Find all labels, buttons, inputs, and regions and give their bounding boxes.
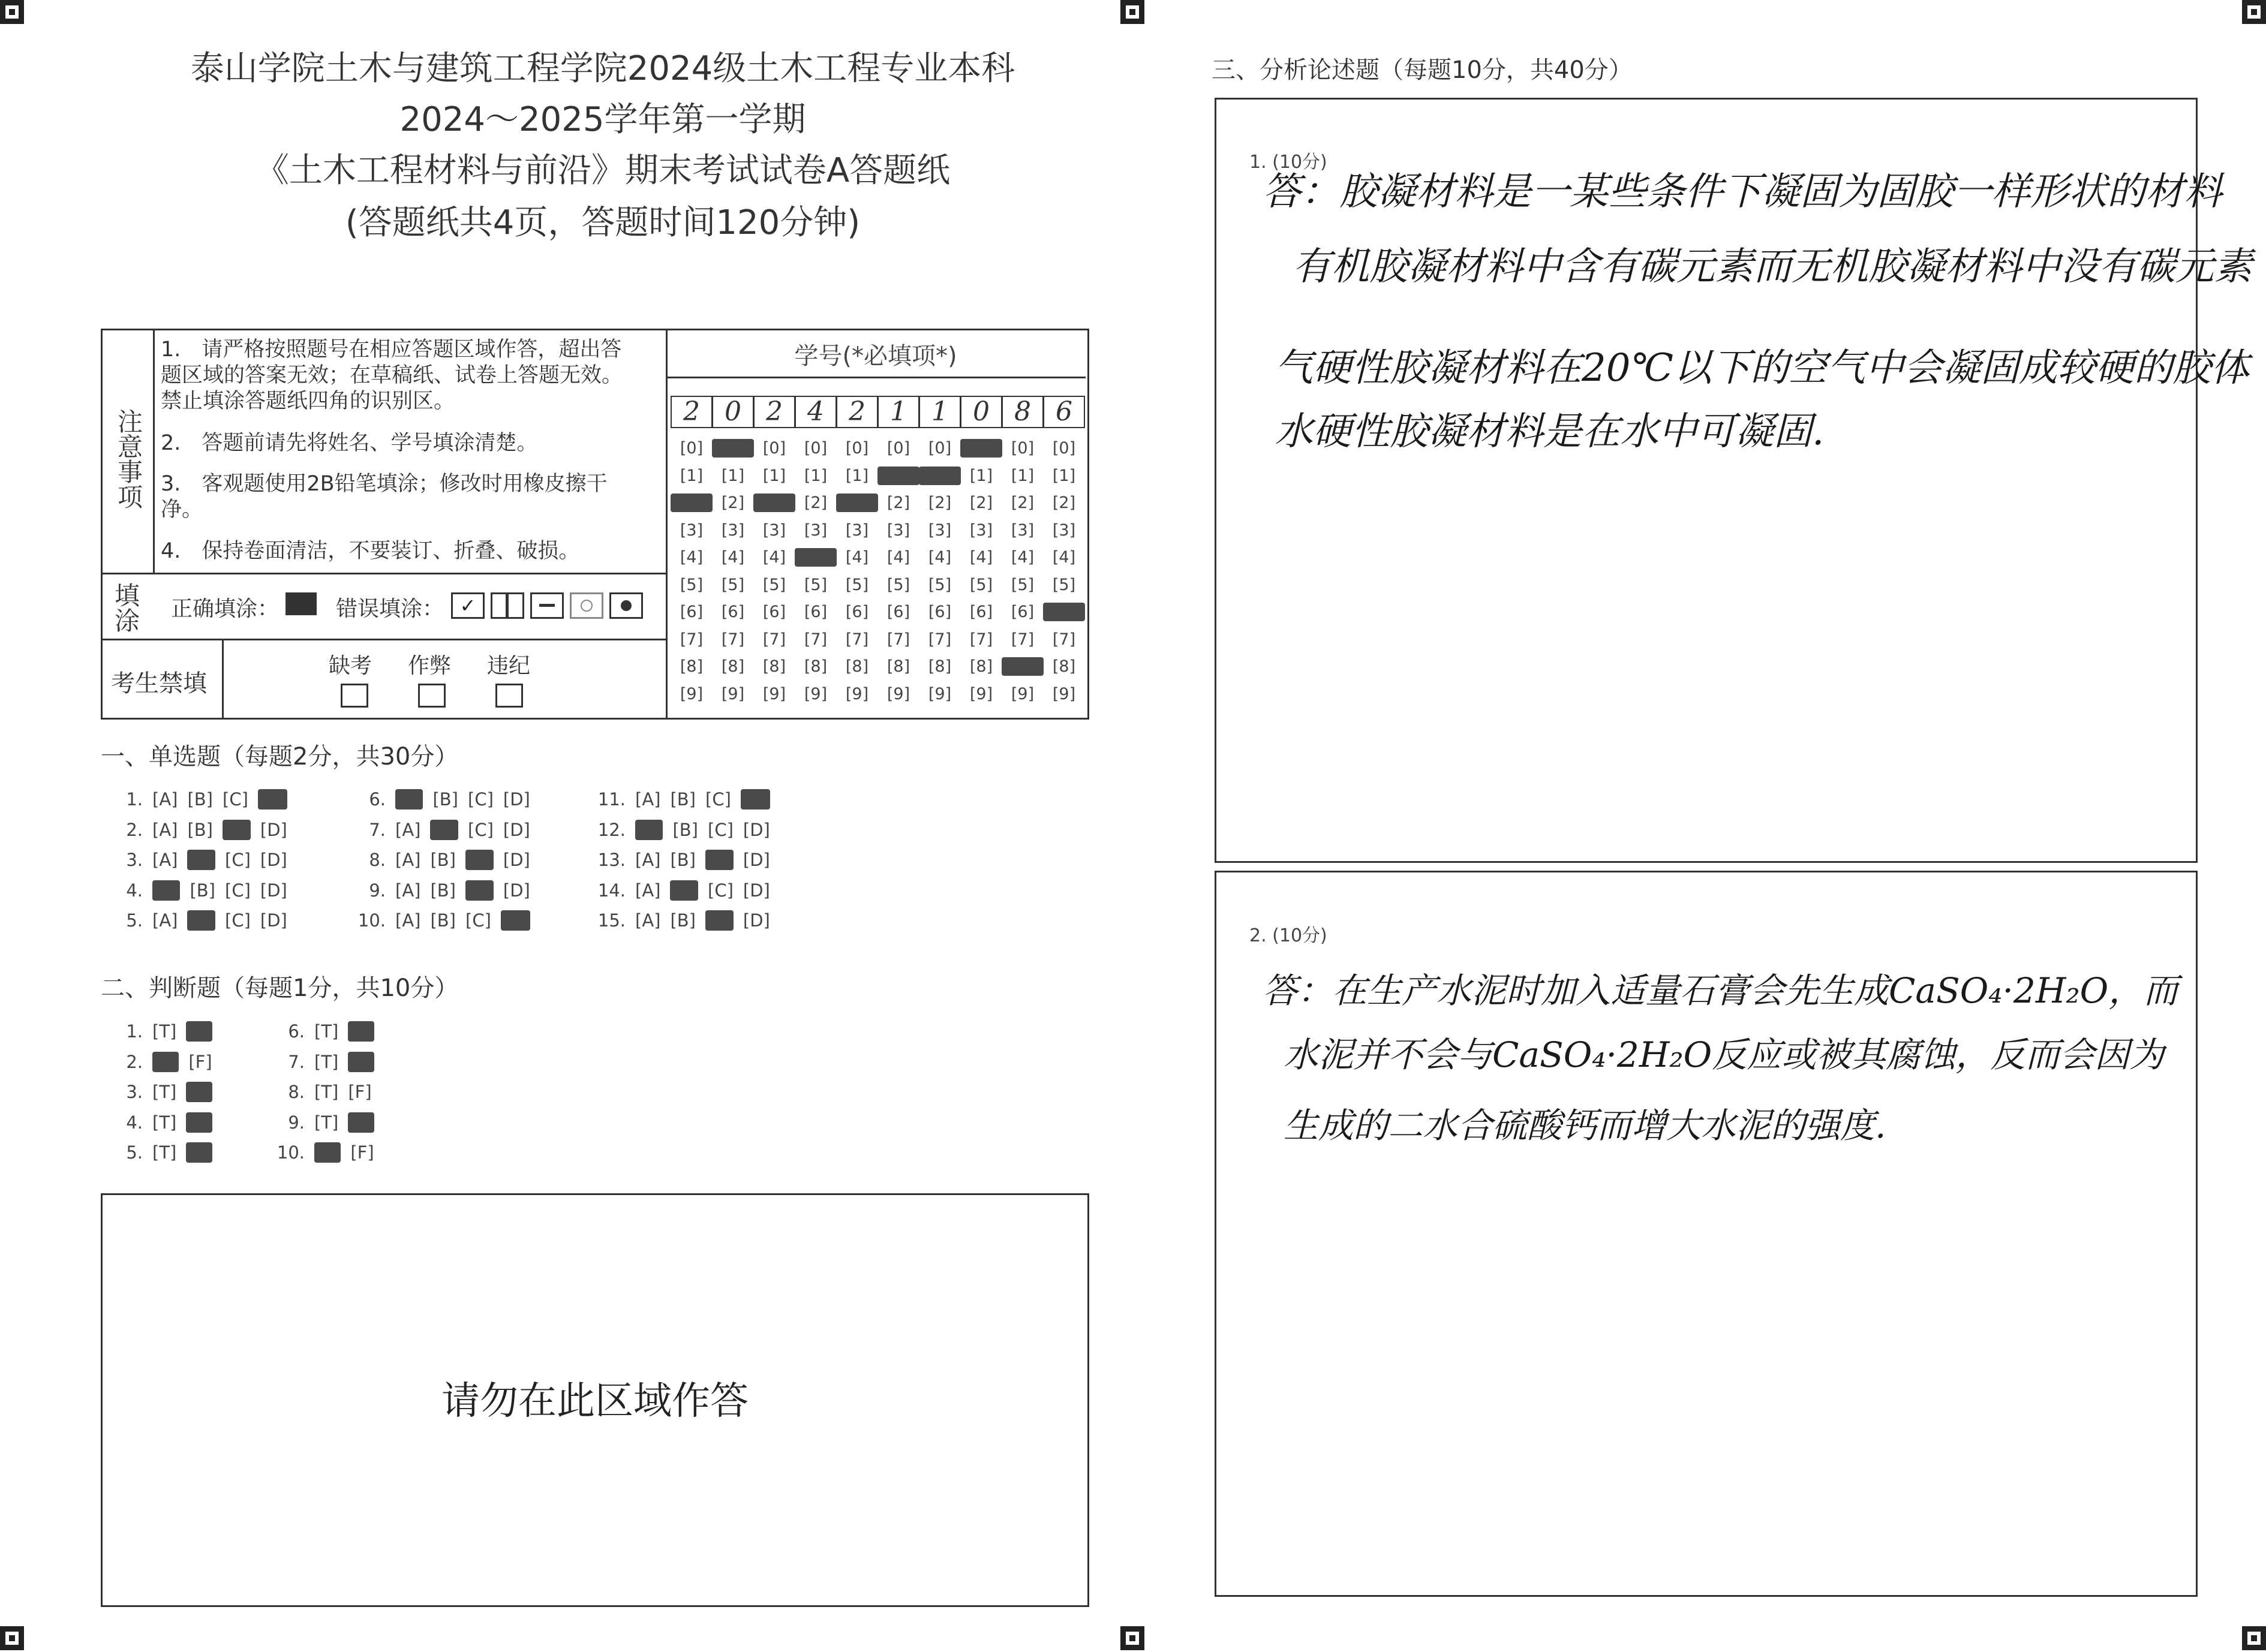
answer-bubble[interactable]: [D] — [741, 789, 769, 810]
answer-bubble[interactable]: [T] — [314, 1112, 339, 1133]
answer-bubble[interactable]: [A] — [636, 819, 662, 840]
student-id-bubble[interactable]: [0] — [845, 439, 869, 458]
student-id-bubble[interactable]: [6] — [1011, 603, 1035, 621]
q1-answer-line-4: 水硬性胶凝材料是在水中可凝固. — [1275, 410, 1825, 454]
answer-bubble[interactable]: [A] — [152, 910, 178, 931]
question-number: 7. — [288, 1051, 305, 1072]
student-id-bubble[interactable]: [7] — [928, 630, 952, 649]
student-id-bubble[interactable]: [3] — [886, 520, 910, 540]
student-id-bubble[interactable]: [4] — [845, 548, 869, 567]
question-number: 7. — [369, 819, 386, 840]
answer-bubble[interactable]: [B] — [671, 880, 697, 901]
single-choice-question — [357, 789, 530, 810]
student-id-digit-cell[interactable]: 2 — [671, 396, 713, 428]
notice-item-3: 3. 客观题使用2B铅笔填涂；修改时用橡皮擦干净。 — [161, 472, 608, 522]
student-id-bubble[interactable]: [6] — [680, 603, 704, 621]
answer-bubble[interactable]: [F] — [349, 1051, 373, 1072]
question-number: 10. — [277, 1142, 305, 1163]
true-false-question — [114, 1142, 212, 1163]
answer-bubble[interactable]: [B] — [670, 850, 696, 870]
single-choice-question — [114, 850, 287, 870]
answer-bubble[interactable]: [T] — [315, 1142, 340, 1163]
proctor-absent-checkbox[interactable] — [341, 684, 368, 708]
answer-bubble[interactable]: [B] — [430, 910, 456, 931]
single-choice-question — [357, 820, 530, 840]
answer-bubble[interactable]: [A] — [395, 910, 421, 931]
answer-bubble[interactable]: [F] — [187, 1082, 211, 1102]
student-id-bubble[interactable]: [3] — [762, 520, 786, 540]
question-number: 6. — [369, 789, 386, 810]
header-line-2: 2024～2025学年第一学期 — [399, 100, 806, 139]
student-id-bubble[interactable]: [1] — [721, 466, 745, 485]
student-id-bubble[interactable]: [6] — [845, 603, 869, 621]
student-id-bubble[interactable]: [2] — [969, 494, 993, 512]
answer-bubble[interactable]: [D] — [503, 880, 530, 901]
question-number: 1. — [126, 1021, 143, 1042]
q1-answer-line-3: 气硬性胶凝材料在20℃以下的空气中会凝固成较硬的胶体 — [1275, 346, 2250, 390]
answer-bubble[interactable]: [C] — [465, 910, 491, 931]
student-id-bubble[interactable]: [1] — [919, 467, 961, 485]
answer-bubble[interactable]: [A] — [635, 850, 661, 870]
header-line-3: 《土木工程材料与前沿》期末考试试卷A答题纸 — [255, 151, 951, 190]
student-id-bubble[interactable]: [2] — [928, 494, 952, 512]
student-id-bubble[interactable]: [1] — [1011, 466, 1035, 485]
student-id-bubble[interactable]: [4] — [795, 548, 837, 567]
question-number: 10. — [357, 910, 386, 931]
question-number: 6. — [288, 1021, 305, 1042]
divider-fill-proctor — [101, 639, 668, 640]
fill-wrong-dot — [609, 592, 643, 619]
divider-id-label — [666, 377, 1086, 378]
single-choice-question — [357, 910, 530, 931]
student-id-bubble[interactable]: [8] — [721, 657, 745, 676]
student-id-bubble[interactable]: [3] — [1011, 520, 1035, 540]
answer-bubble[interactable]: [D] — [259, 789, 286, 810]
answer-bubble[interactable]: [B] — [670, 910, 696, 931]
student-id-bubble[interactable]: [1] — [1052, 466, 1076, 485]
answer-bubble[interactable]: [D] — [743, 819, 770, 840]
single-choice-question — [114, 880, 287, 901]
fill-wrong-dash — [530, 592, 564, 619]
student-id-bubble[interactable]: [4] — [886, 548, 910, 567]
answer-bubble[interactable]: [F] — [349, 1021, 373, 1042]
answer-bubble[interactable]: [D] — [260, 910, 287, 931]
student-id-bubble[interactable]: [7] — [680, 630, 704, 649]
single-choice-question — [114, 789, 287, 810]
student-id-bubble[interactable]: [9] — [762, 684, 786, 703]
student-id-bubble[interactable]: [4] — [680, 548, 704, 567]
section1-title: 一、单选题（每题2分，共30分） — [101, 743, 459, 771]
student-id-bubble[interactable]: [3] — [804, 520, 828, 540]
single-choice-question — [357, 850, 530, 870]
student-id-bubble[interactable]: [7] — [721, 630, 745, 649]
answer-bubble[interactable]: [A] — [152, 850, 178, 870]
student-id-bubble[interactable]: [2] — [1011, 494, 1035, 512]
answer-bubble[interactable]: [F] — [350, 1142, 374, 1163]
student-id-digit-cell[interactable]: 0 — [712, 396, 754, 428]
answer-bubble[interactable]: [T] — [152, 1142, 177, 1163]
student-id-bubble[interactable]: [9] — [969, 684, 993, 703]
student-id-digit-cell[interactable]: 1 — [919, 396, 961, 428]
student-id-bubble[interactable]: [9] — [1052, 684, 1076, 703]
student-id-bubble[interactable]: [1] — [680, 466, 704, 485]
answer-bubble[interactable]: [D] — [503, 819, 530, 840]
answer-bubble[interactable]: [F] — [187, 1142, 211, 1163]
notice-label: 注意事项 — [114, 408, 143, 509]
student-id-bubble[interactable]: [5] — [804, 575, 828, 594]
student-id-bubble[interactable]: [6] — [721, 603, 745, 621]
fill-correct-label: 正确填涂： — [171, 597, 280, 621]
student-id-digit-cell[interactable]: 1 — [877, 396, 919, 428]
student-id-digit-cell[interactable]: 4 — [795, 396, 837, 428]
question-number: 11. — [597, 789, 626, 810]
student-id-bubble[interactable]: [1] — [804, 466, 828, 485]
answer-bubble[interactable]: [C] — [468, 789, 494, 810]
student-id-bubble[interactable]: [8] — [804, 657, 828, 676]
answer-bubble[interactable]: [B] — [432, 789, 458, 810]
student-id-bubble[interactable]: [5] — [1011, 575, 1035, 594]
q1-label: 1. (10分) — [1249, 152, 1327, 173]
student-id-bubble[interactable]: [7] — [845, 630, 869, 649]
question-number: 9. — [369, 880, 386, 901]
student-id-bubble[interactable]: [0] — [928, 439, 952, 458]
student-id-bubble[interactable]: [1] — [845, 466, 869, 485]
student-id-bubble[interactable]: [5] — [886, 575, 910, 594]
q1-answer-line-1: 答：胶凝材料是一某些条件下凝固为固胶一样形状的材料 — [1263, 170, 2222, 214]
question-number: 8. — [288, 1082, 305, 1102]
student-id-bubble[interactable]: [6] — [928, 603, 952, 621]
student-id-bubble[interactable]: [1] — [877, 467, 919, 485]
student-id-bubble[interactable]: [0] — [1052, 439, 1076, 458]
student-id-bubble[interactable]: [2] — [836, 494, 878, 512]
single-choice-question — [597, 789, 770, 810]
student-id-bubble[interactable]: [9] — [721, 684, 745, 703]
student-id-bubble[interactable]: [2] — [753, 494, 795, 512]
student-id-bubble[interactable]: [4] — [969, 548, 993, 567]
answer-bubble[interactable]: [D] — [743, 880, 770, 901]
section3-title: 三、分析论述题（每题10分，共40分） — [1212, 56, 1633, 84]
student-id-bubble[interactable]: [7] — [804, 630, 828, 649]
student-id-bubble[interactable]: [8] — [969, 657, 993, 676]
true-false-question — [276, 1082, 372, 1102]
answer-bubble[interactable]: [D] — [501, 910, 529, 931]
answer-bubble[interactable]: [C] — [223, 789, 248, 810]
question-number: 13. — [597, 850, 626, 870]
answer-bubble[interactable]: [D] — [260, 880, 287, 901]
student-id-bubble[interactable]: [9] — [680, 684, 704, 703]
answer-bubble[interactable]: [A] — [152, 819, 178, 840]
answer-bubble[interactable]: [A] — [396, 789, 422, 810]
student-id-bubble[interactable]: [8] — [1052, 657, 1076, 676]
student-id-bubble[interactable]: [0] — [762, 439, 786, 458]
answer-bubble[interactable]: [C] — [707, 850, 732, 870]
answer-bubble[interactable]: [A] — [152, 789, 178, 810]
student-id-bubble[interactable]: [0] — [886, 439, 910, 458]
answer-bubble[interactable]: [C] — [467, 850, 492, 870]
answer-bubble[interactable]: [F] — [187, 1112, 211, 1133]
student-id-bubble[interactable]: [9] — [886, 684, 910, 703]
student-id-bubble[interactable]: [7] — [1011, 630, 1035, 649]
fill-wrong-label: 错误填涂： — [336, 597, 444, 621]
answer-bubble[interactable]: [D] — [503, 789, 530, 810]
answer-bubble[interactable]: [D] — [260, 819, 287, 840]
true-false-question — [114, 1082, 212, 1102]
question-number: 8. — [369, 850, 386, 870]
question-number: 5. — [126, 1142, 143, 1163]
question-number: 3. — [126, 1082, 143, 1102]
fill-wrong-check: ✓ — [451, 592, 485, 619]
answer-bubble[interactable]: [B] — [430, 850, 456, 870]
fill-label: 填涂 — [111, 582, 140, 633]
student-id-digit-cell[interactable]: 2 — [836, 396, 878, 428]
answer-bubble[interactable]: [C] — [225, 910, 251, 931]
corner-marker-top-right — [2242, 0, 2266, 24]
answer-bubble[interactable]: [A] — [635, 880, 661, 901]
q2-answer-line-2: 水泥并不会与CaSO₄·2H₂O反应或被其腐蚀，反而会因为 — [1284, 1034, 2165, 1075]
student-id-bubble[interactable]: [6] — [804, 603, 828, 621]
student-id-bubble[interactable]: [4] — [721, 548, 745, 567]
answer-bubble[interactable]: [C] — [467, 880, 492, 901]
answer-bubble[interactable]: [C] — [468, 819, 494, 840]
student-id-digit-cell[interactable]: 0 — [960, 396, 1002, 428]
student-id-bubble[interactable]: [7] — [886, 630, 910, 649]
student-id-bubble[interactable]: [3] — [845, 520, 869, 540]
corner-marker-top-left — [0, 0, 24, 24]
student-id-bubble[interactable]: [3] — [1052, 520, 1076, 540]
corner-marker-bottom-left — [0, 1626, 24, 1650]
proctor-cheat-label: 作弊 — [408, 654, 452, 678]
divider-vertical-id — [666, 329, 668, 718]
proctor-cheat-checkbox[interactable] — [418, 684, 446, 708]
question-number: 4. — [126, 880, 143, 901]
answer-bubble[interactable]: [C] — [225, 850, 251, 870]
question-number: 5. — [126, 910, 143, 931]
fill-wrong-bar — [491, 592, 524, 619]
answer-bubble[interactable]: [B] — [187, 789, 213, 810]
student-id-digit-cell[interactable]: 6 — [1043, 396, 1085, 428]
true-false-question — [114, 1112, 212, 1133]
student-id-bubble[interactable]: [9] — [1011, 684, 1035, 703]
answer-bubble[interactable]: [C] — [224, 819, 250, 840]
single-choice-question — [597, 910, 770, 931]
student-id-bubble[interactable]: [4] — [762, 548, 786, 567]
answer-bubble[interactable]: [B] — [187, 819, 213, 840]
divider-proctor-label — [222, 639, 224, 718]
student-id-bubble[interactable]: [9] — [804, 684, 828, 703]
student-id-bubble[interactable]: [2] — [1052, 494, 1076, 512]
student-id-bubble[interactable]: [8] — [886, 657, 910, 676]
question-number: 15. — [597, 910, 626, 931]
question-number: 2. — [126, 1051, 143, 1072]
student-id-bubble[interactable]: [5] — [928, 575, 952, 594]
answer-bubble[interactable]: [C] — [708, 880, 734, 901]
student-id-bubble[interactable]: [2] — [804, 494, 828, 512]
corner-marker-bottom-center — [1120, 1626, 1144, 1650]
answer-bubble[interactable]: [F] — [349, 1112, 373, 1133]
answer-bubble[interactable]: [B] — [188, 910, 214, 931]
student-id-bubble[interactable]: [0] — [712, 439, 754, 458]
section2-title: 二、判断题（每题1分，共10分） — [101, 974, 459, 1002]
student-id-bubble[interactable]: [8] — [762, 657, 786, 676]
answer-bubble[interactable]: [D] — [743, 850, 770, 870]
answer-bubble[interactable]: [T] — [152, 1112, 177, 1133]
answer-bubble[interactable]: [A] — [395, 850, 421, 870]
answer-bubble[interactable]: [T] — [314, 1021, 339, 1042]
single-choice-question — [114, 910, 287, 931]
student-id-bubble[interactable]: [0] — [1011, 439, 1035, 458]
true-false-question — [276, 1142, 374, 1163]
q2-label: 2. (10分) — [1249, 925, 1327, 946]
student-id-bubble[interactable]: [5] — [969, 575, 993, 594]
single-choice-question — [357, 880, 530, 901]
answer-bubble[interactable]: [C] — [225, 880, 251, 901]
proctor-violation-checkbox[interactable] — [495, 684, 523, 708]
corner-marker-bottom-right — [2242, 1626, 2266, 1650]
student-id-bubble[interactable]: [1] — [969, 466, 993, 485]
answer-bubble[interactable]: [B] — [431, 819, 457, 840]
student-id-bubble[interactable]: [8] — [680, 657, 704, 676]
student-id-bubble[interactable]: [7] — [762, 630, 786, 649]
student-id-digit-cell[interactable]: 2 — [753, 396, 795, 428]
student-id-bubble[interactable]: [2] — [886, 494, 910, 512]
answer-bubble[interactable]: [A] — [635, 789, 661, 810]
answer-bubble[interactable]: [A] — [154, 880, 179, 901]
true-false-question — [276, 1052, 374, 1072]
student-id-bubble[interactable]: [2] — [671, 494, 713, 512]
true-false-question — [276, 1112, 374, 1133]
answer-bubble[interactable]: [F] — [188, 1051, 212, 1072]
answer-bubble[interactable]: [B] — [190, 880, 215, 901]
answer-bubble[interactable]: [D] — [260, 850, 287, 870]
fill-wrong-circle — [570, 592, 603, 619]
student-id-bubble[interactable]: [3] — [680, 520, 704, 540]
question-number: 12. — [597, 819, 626, 840]
answer-bubble[interactable]: [A] — [395, 819, 421, 840]
student-id-bubble[interactable]: [8] — [845, 657, 869, 676]
answer-bubble[interactable]: [T] — [152, 1021, 177, 1042]
answer-bubble[interactable]: [D] — [743, 910, 770, 931]
student-id-bubble[interactable]: [5] — [762, 575, 786, 594]
proctor-label: 考生禁填 — [111, 670, 207, 697]
divider-vertical-label — [153, 329, 155, 574]
question-number: 2. — [126, 819, 143, 840]
student-id-bubble[interactable]: [6] — [969, 603, 993, 621]
student-id-bubble[interactable]: [0] — [680, 439, 704, 458]
student-id-bubble[interactable]: [6] — [762, 603, 786, 621]
student-id-bubble[interactable]: [5] — [721, 575, 745, 594]
student-id-bubble[interactable]: [7] — [1052, 630, 1076, 649]
student-id-bubble[interactable]: [9] — [928, 684, 952, 703]
question-number: 14. — [597, 880, 626, 901]
answer-bubble[interactable]: [B] — [670, 789, 696, 810]
notice-item-4: 4. 保持卷面清洁，不要装订、折叠、破损。 — [161, 539, 580, 563]
divider-notice-fill — [101, 573, 668, 574]
answer-bubble[interactable]: [A] — [635, 910, 661, 931]
student-id-bubble[interactable]: [5] — [1052, 575, 1076, 594]
student-id-bubble[interactable]: [4] — [1011, 548, 1035, 567]
answer-bubble[interactable]: [B] — [188, 850, 214, 870]
answer-bubble[interactable]: [B] — [430, 880, 456, 901]
q2-answer-line-3: 生成的二水合硫酸钙而增大水泥的强度. — [1284, 1105, 1886, 1146]
answer-bubble[interactable]: [F] — [187, 1021, 211, 1042]
answer-bubble[interactable]: [C] — [708, 819, 734, 840]
student-id-bubble[interactable]: [1] — [762, 466, 786, 485]
answer-bubble[interactable]: [C] — [707, 910, 732, 931]
true-false-question — [114, 1021, 212, 1042]
question-number: 4. — [126, 1112, 143, 1133]
student-id-bubble[interactable]: [5] — [845, 575, 869, 594]
q1-answer-line-2: 有机胶凝材料中含有碳元素而无机胶凝材料中没有碳元素 — [1293, 245, 2252, 289]
student-id-bubble[interactable]: [6] — [1043, 603, 1085, 621]
true-false-question — [114, 1052, 212, 1072]
student-id-digit-cell[interactable]: 8 — [1002, 396, 1044, 428]
answer-bubble[interactable]: [A] — [395, 880, 421, 901]
answer-bubble[interactable]: [F] — [348, 1082, 372, 1102]
no-answer-zone-text: 请勿在此区域作答 — [441, 1379, 749, 1424]
proctor-violation-label: 违纪 — [487, 654, 531, 678]
student-id-bubble[interactable]: [4] — [1052, 548, 1076, 567]
question-number: 3. — [126, 850, 143, 870]
student-id-bubble[interactable]: [3] — [721, 520, 745, 540]
student-id-bubble[interactable]: [3] — [969, 520, 993, 540]
question-number: 9. — [288, 1112, 305, 1133]
student-id-bubble[interactable]: [3] — [928, 520, 952, 540]
true-false-question — [276, 1021, 374, 1042]
student-id-bubble[interactable]: [4] — [928, 548, 952, 567]
student-id-bubble[interactable]: [8] — [928, 657, 952, 676]
student-id-bubble[interactable]: [9] — [845, 684, 869, 703]
answer-bubble[interactable]: [D] — [503, 850, 530, 870]
header-line-1: 泰山学院土木与建筑工程学院2024级土木工程专业本科 — [190, 49, 1015, 88]
answer-bubble[interactable]: [T] — [154, 1051, 178, 1072]
notice-item-2: 2. 答题前请先将姓名、学号填涂清楚。 — [161, 431, 538, 455]
fill-correct-sample — [285, 592, 317, 615]
student-id-label: 学号(*必填项*) — [794, 342, 957, 370]
notice-item-1: 1. 请严格按照题号在相应答题区域作答，超出答题区域的答案无效；在草稿纸、试卷上答题无效。禁止填涂答题纸四角的识别区。 — [161, 338, 623, 413]
student-id-bubble[interactable]: [8] — [1002, 657, 1044, 676]
student-id-bubble[interactable]: [6] — [886, 603, 910, 621]
answer-bubble[interactable]: [T] — [152, 1082, 177, 1102]
header-line-4: (答题纸共4页，答题时间120分钟) — [345, 203, 861, 242]
single-choice-question — [597, 850, 770, 870]
answer-bubble[interactable]: [T] — [314, 1051, 339, 1072]
proctor-absent-label: 缺考 — [329, 654, 372, 678]
answer-bubble[interactable]: [C] — [705, 789, 731, 810]
single-choice-question — [114, 820, 287, 840]
answer-bubble[interactable]: [T] — [314, 1082, 339, 1102]
student-id-bubble[interactable]: [2] — [721, 494, 745, 512]
single-choice-question — [597, 820, 770, 840]
answer-bubble[interactable]: [B] — [672, 819, 698, 840]
student-id-bubble[interactable]: [7] — [969, 630, 993, 649]
student-id-bubble[interactable]: [0] — [960, 439, 1002, 458]
student-id-bubble[interactable]: [0] — [804, 439, 828, 458]
single-choice-question — [597, 880, 770, 901]
corner-marker-top-center — [1120, 0, 1144, 24]
student-id-bubble[interactable]: [5] — [680, 575, 704, 594]
question-number: 1. — [126, 789, 143, 810]
q2-answer-line-1: 答：在生产水泥时加入适量石膏会先生成CaSO₄·2H₂O，而 — [1263, 970, 2178, 1011]
